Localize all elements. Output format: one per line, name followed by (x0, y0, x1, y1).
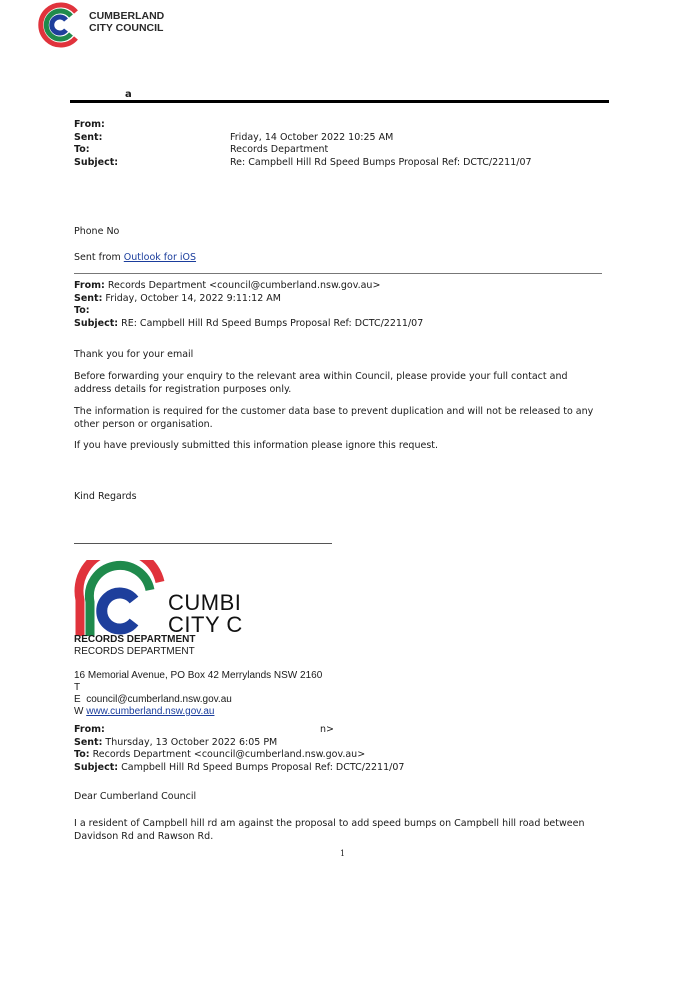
email2-sent: Friday, October 14, 2022 9:11:12 AM (105, 292, 281, 304)
sent-label: Sent: (74, 131, 103, 143)
email1-sent: Friday, 14 October 2022 10:25 AM (230, 131, 394, 143)
council-website-link[interactable]: www.cumberland.nsw.gov.au (86, 706, 215, 717)
body-paragraph: The information is required for the customer data base to prevent duplication and will not be released to any other person or organisation. (74, 406, 594, 430)
from-label: From: (74, 119, 105, 130)
council-logo-icon (72, 560, 166, 636)
signature-divider (74, 543, 332, 544)
body-paragraph: Before forwarding your enquiry to the relevant area within Council, please provide your full contact and address details for registration purposes only. (74, 371, 568, 395)
from-label: From: (74, 280, 105, 291)
header-fragment: a (125, 89, 132, 100)
council-name (89, 10, 164, 34)
sent-from-prefix: Sent from (74, 252, 124, 263)
signature-details (74, 634, 322, 718)
dept-title: RECORDS DEPARTMENT (74, 634, 196, 645)
email1-from (230, 119, 532, 132)
council-logo-icon (36, 2, 84, 48)
email2-from: Records Department <council@cumberland.nsw.gov.au> (107, 280, 381, 291)
email3-from-tail: n> (320, 724, 334, 735)
address: 16 Memorial Avenue, PO Box 42 Merrylands NSW 2160 (74, 670, 323, 681)
email3-subject: Campbell Hill Rd Speed Bumps Proposal Ref: DCTC/2211/07 (121, 761, 405, 773)
outlook-ios-link[interactable]: Outlook for iOS (123, 252, 197, 263)
sent-label: Sent: (74, 736, 103, 748)
sent-label: Sent: (74, 292, 103, 304)
email1-to: Records Department (230, 144, 329, 155)
to-label: To: (74, 144, 90, 155)
email3-sent: Thursday, 13 October 2022 6:05 PM (105, 736, 278, 748)
email1-phone: Phone No (74, 226, 120, 237)
email-label: E (74, 694, 81, 705)
email3-greeting: Dear Cumberland Council (74, 791, 197, 802)
email2-body (74, 349, 604, 452)
email2-subject: RE: Campbell Hill Rd Speed Bumps Proposal Ref: DCTC/2211/07 (121, 317, 424, 329)
header-rule (70, 100, 609, 103)
email2-signoff: Kind Regards (74, 491, 137, 502)
council-logo (36, 2, 84, 48)
to-label: To: (74, 305, 90, 316)
dept-subtitle: RECORDS DEPARTMENT (74, 646, 195, 657)
email1-labels (74, 119, 118, 169)
email2-header (74, 280, 423, 330)
signature-council-name (168, 592, 243, 636)
council-name-line2: CITY COUNCIL (89, 22, 164, 34)
council-email: council@cumberland.nsw.gov.au (86, 694, 232, 705)
page-number: 1 (340, 849, 346, 858)
to-label: To: (74, 749, 90, 760)
signature-name-line1: CUMBI (168, 590, 242, 615)
email-divider (74, 273, 602, 274)
signature-logo (72, 560, 166, 636)
subject-label: Subject: (74, 317, 119, 329)
email1-values (230, 119, 532, 169)
email3-header (74, 724, 614, 774)
email1-sent-from (74, 252, 196, 264)
phone-label: T (74, 682, 81, 693)
body-paragraph: Thank you for your email (74, 349, 194, 360)
body-paragraph: If you have previously submitted this information please ignore this request. (74, 440, 439, 451)
email3-to: Records Department <council@cumberland.nsw.gov.au> (92, 749, 366, 760)
email1-subject: Re: Campbell Hill Rd Speed Bumps Proposal Ref: DCTC/2211/07 (230, 156, 532, 168)
email3-body: I a resident of Campbell hill rd am against the proposal to add speed bumps on Campbell hill road between Davidson Rd and Rawson Rd. (74, 818, 585, 842)
council-name-line1: CUMBERLAND (89, 10, 165, 22)
from-label: From: (74, 724, 105, 735)
signature-name-line2: CITY C (168, 612, 243, 637)
subject-label: Subject: (74, 156, 119, 168)
web-label: W (74, 706, 84, 717)
subject-label: Subject: (74, 761, 119, 773)
